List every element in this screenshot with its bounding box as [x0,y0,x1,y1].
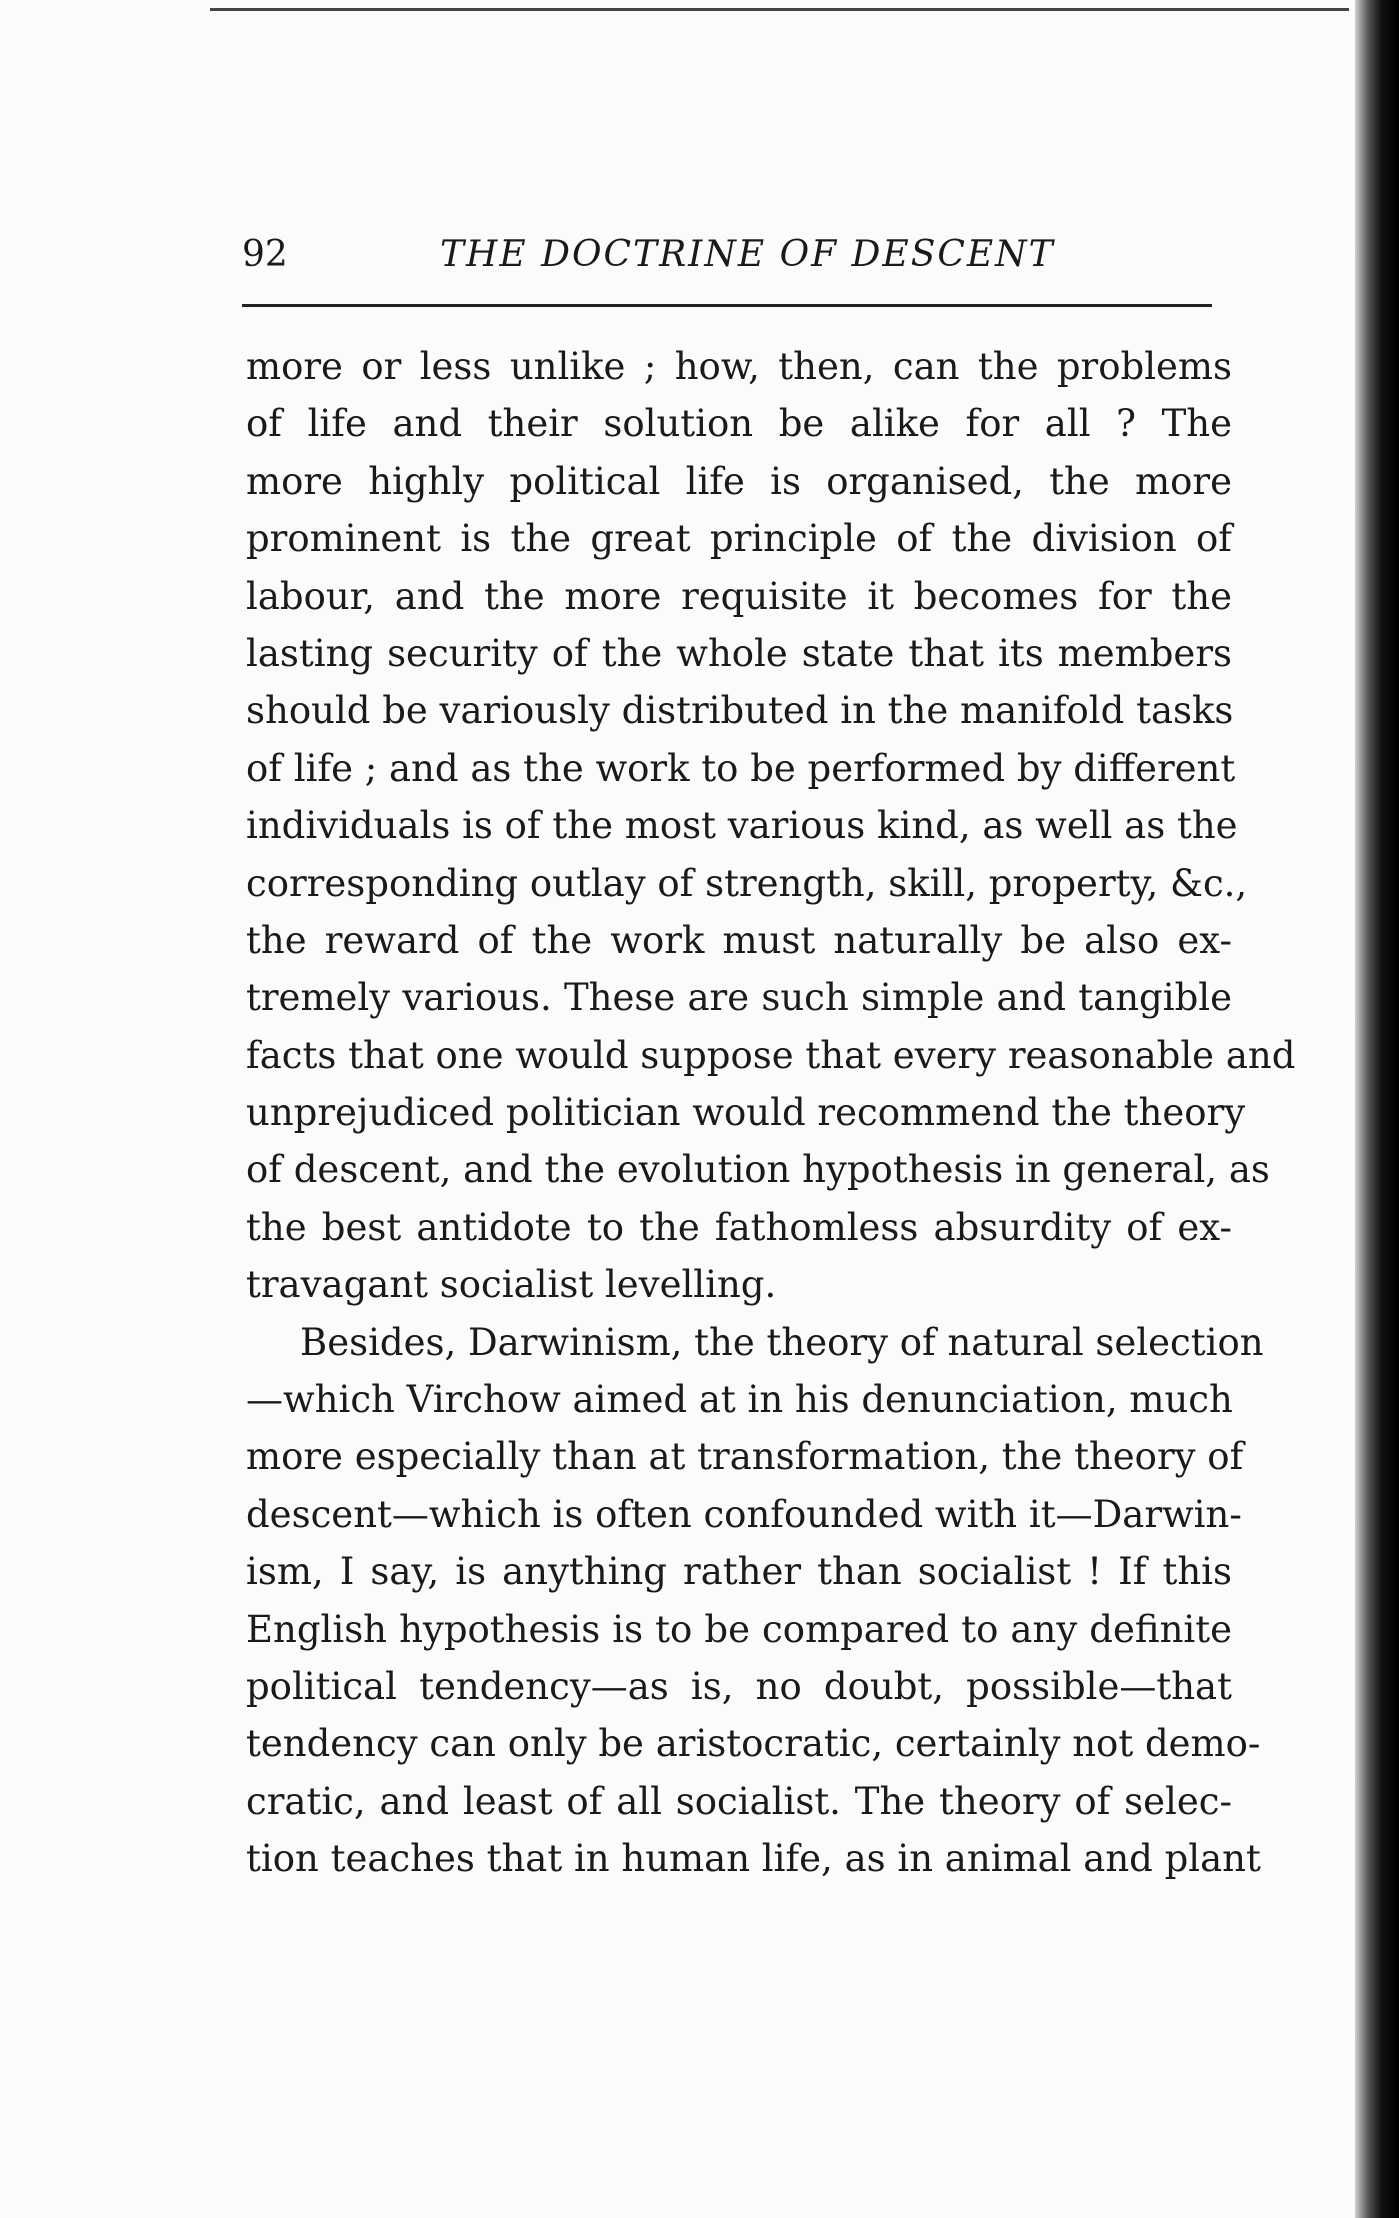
header-rule [242,304,1212,307]
text-line: political tendency—as is, no doubt, possible—that [246,1664,1232,1708]
text-line: travagant socialist levelling. [246,1263,777,1307]
text-line: should be variously distributed in the manifold tasks [246,689,1234,733]
page-number: 92 [242,234,288,275]
body-text [246,338,1296,1888]
text-line: unprejudiced politician would recommend the theory [246,1091,1246,1135]
text-line: prominent is the great principle of the division of [246,517,1232,561]
text-line: of descent, and the evolution hypothesis in general, as [246,1148,1270,1192]
text-line: tremely various. These are such simple and tangible [246,976,1232,1020]
text-line: tendency can only be aristocratic, certainly not demo- [246,1722,1261,1766]
text-line: labour, and the more requisite it becomes for the [246,574,1232,618]
text-line: Besides, Darwinism, the theory of natural selection [300,1320,1264,1364]
text-line: cratic, and least of all socialist. The theory of selec- [246,1779,1232,1823]
text-line: more or less unlike ; how, then, can the problems [246,345,1232,388]
scan-top-edge [210,8,1349,11]
text-line: descent—which is often confounded with it—Darwin- [246,1492,1242,1536]
text-line: lasting security of the whole state that its members [246,631,1232,675]
text-line: of life and their solution be alike for all ? The [246,402,1232,446]
text-line: the best antidote to the fathomless absurdity of ex- [246,1205,1232,1249]
text-line: tion teaches that in human life, as in animal and plant [246,1837,1261,1881]
text-line: —which Virchow aimed at in his denunciation, much [246,1378,1233,1422]
running-title: THE DOCTRINE OF DESCENT [440,234,1055,275]
text-line: more especially than at transformation, the theory of [246,1435,1244,1479]
text-line: the reward of the work must naturally be also ex- [246,918,1232,962]
text-line: ism, I say, is anything rather than socialist ! If this [246,1550,1232,1594]
text-line: corresponding outlay of strength, skill, property, &c., [246,861,1248,905]
text-line: individuals is of the most various kind, as well as the [246,804,1238,848]
scan-page-edge [1355,0,1399,2218]
text-line: more highly political life is organised, the more [246,459,1232,503]
text-line: of life ; and as the work to be performed by different [246,746,1236,790]
text-line: facts that one would suppose that every reasonable and [246,1033,1296,1077]
text-line: English hypothesis is to be compared to any definite [246,1607,1232,1651]
